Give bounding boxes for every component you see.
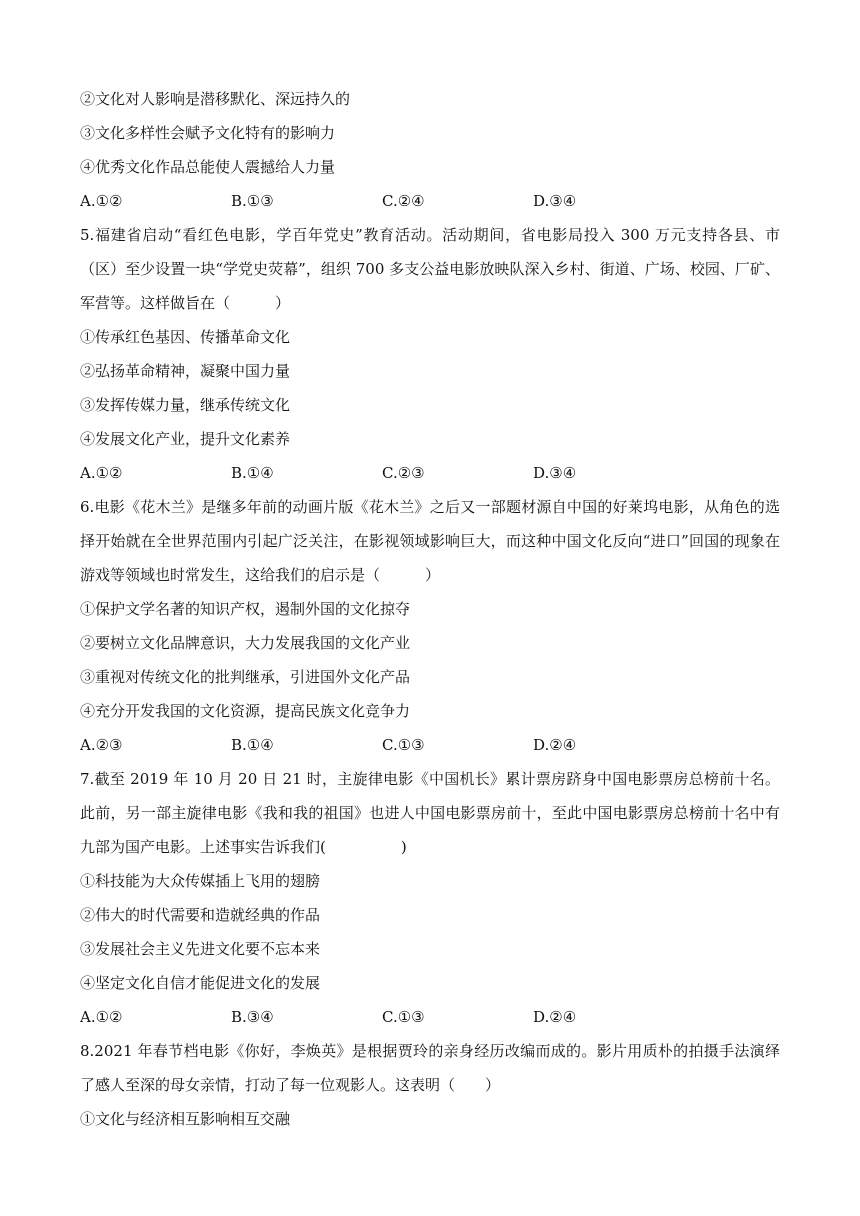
option-a: A.①②: [80, 192, 123, 210]
question-stem: 5.福建省启动“看红色电影，学百年党史”教育活动。活动期间，省电影局投入 300 万元支持各县、市（区）至少设置一块“学党史荧幕”，组织 700 多支公益电影放映队深入乡村、街道、广场、校园、厂矿、军营等。这样做旨在（ ）: [80, 226, 780, 312]
statement: ②弘扬革命精神，凝聚中国力量: [80, 362, 291, 380]
answer-options: [80, 1000, 780, 1034]
statement: ②伟大的时代需要和造就经典的作品: [80, 906, 321, 924]
option-c: C.①③: [382, 736, 425, 754]
option-b: B.③④: [231, 1008, 274, 1026]
statement: ②文化对人影响是潜移默化、深远持久的: [80, 90, 351, 108]
question-stem: 8.2021 年春节档电影《你好，李焕英》是根据贾玲的亲身经历改编而成的。影片用质朴的拍摄手法演绎了感人至深的母女亲情，打动了每一位观影人。这表明（ ）: [80, 1042, 780, 1094]
option-c: C.②④: [382, 192, 425, 210]
statement: ④坚定文化自信才能促进文化的发展: [80, 974, 321, 992]
statement: ①保护文学名著的知识产权，遏制外国的文化掠夺: [80, 600, 411, 618]
question-4: [80, 82, 780, 218]
statement: ①传承红色基因、传播革命文化: [80, 328, 291, 346]
exam-page: [80, 82, 780, 1136]
question-6: [80, 490, 780, 762]
option-d: D.②④: [533, 736, 577, 754]
statement: ③文化多样性会赋予文化特有的影响力: [80, 124, 336, 142]
question-stem: 6.电影《花木兰》是继多年前的动画片版《花木兰》之后又一部题材源自中国的好莱坞电影，从角色的选择开始就在全世界范围内引起广泛关注，在影视领域影响巨大，而这种中国文化反向“进口”回国的现象在游戏等领域也时常发生，这给我们的启示是（ ）: [80, 498, 780, 584]
statement: ③发展社会主义先进文化要不忘本来: [80, 940, 321, 958]
answer-options: [80, 184, 780, 218]
statement: ④优秀文化作品总能使人震撼给人力量: [80, 158, 336, 176]
option-c: C.①③: [382, 1008, 425, 1026]
question-5: [80, 218, 780, 490]
statement: ①文化与经济相互影响相互交融: [80, 1110, 291, 1128]
option-b: B.①④: [231, 736, 274, 754]
option-d: D.②④: [533, 1008, 577, 1026]
option-a: A.①②: [80, 1008, 123, 1026]
option-d: D.③④: [533, 464, 577, 482]
question-7: [80, 762, 780, 1034]
statement: ④充分开发我国的文化资源，提高民族文化竞争力: [80, 702, 411, 720]
option-b: B.①③: [231, 192, 274, 210]
statement: ③重视对传统文化的批判继承，引进国外文化产品: [80, 668, 411, 686]
question-8: [80, 1034, 780, 1136]
option-b: B.①④: [231, 464, 274, 482]
statement: ③发挥传媒力量，继承传统文化: [80, 396, 291, 414]
option-d: D.③④: [533, 192, 577, 210]
option-a: A.①②: [80, 464, 123, 482]
answer-options: [80, 456, 780, 490]
statement: ②要树立文化品牌意识，大力发展我国的文化产业: [80, 634, 411, 652]
statement: ④发展文化产业，提升文化素养: [80, 430, 291, 448]
statement: ①科技能为大众传媒插上飞用的翅膀: [80, 872, 321, 890]
option-a: A.②③: [80, 736, 123, 754]
option-c: C.②③: [382, 464, 425, 482]
question-stem: 7.截至 2019 年 10 月 20 日 21 时，主旋律电影《中国机长》累计票房跻身中国电影票房总榜前十名。此前，另一部主旋律电影《我和我的祖国》也进人中国电影票房前十，至此中国电影票房总榜前十名中有九部为国产电影。上述事实告诉我们( ): [80, 770, 780, 856]
answer-options: [80, 728, 780, 762]
